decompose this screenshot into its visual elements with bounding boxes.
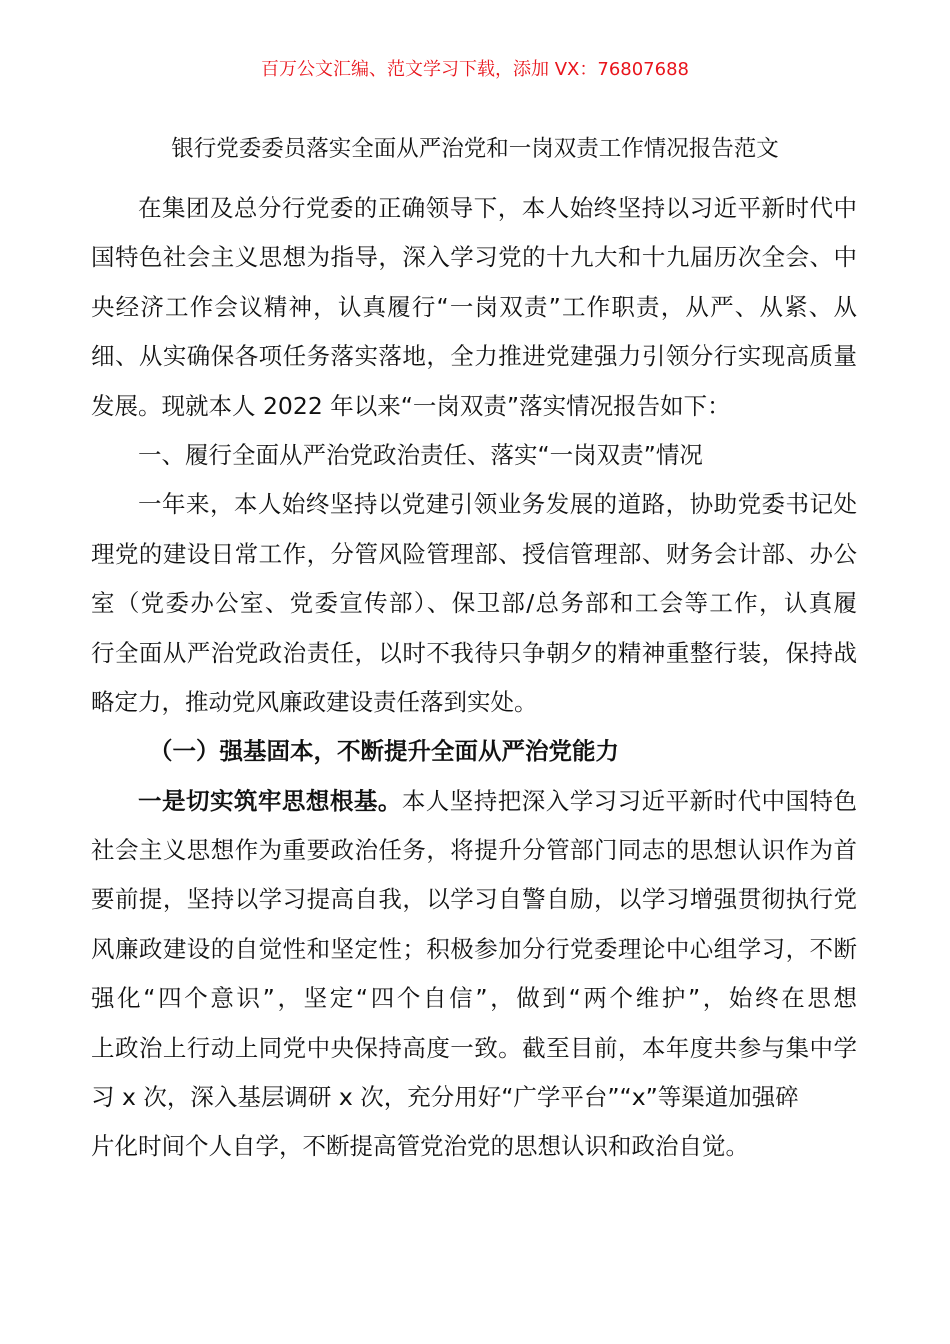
subsection-heading: （一）强基固本，不断提升全面从严治党能力 [149, 737, 619, 766]
paragraph-line: 略定力，推动党风廉政建设责任落到实处。 [91, 687, 538, 716]
paragraph-line: 习 x 次，深入基层调研 x 次，充分用好“广学平台”“x”等渠道加强碎 [91, 1083, 799, 1112]
paragraph-line: 要前提，坚持以学习提高自我，以学习自警自励，以学习增强贯彻执行党 [91, 885, 857, 914]
paragraph-line: 室（党委办公室、党委宣传部）、保卫部/总务部和工会等工作，认真履 [91, 589, 857, 618]
document-body [91, 184, 857, 1172]
watermark-banner: 百万公文汇编、范文学习下载，添加 VX：76807688 [261, 59, 689, 80]
lead-phrase: 一是切实筑牢思想根基。 [138, 786, 402, 815]
paragraph-line: 片化时间个人自学，不断提高管党治党的思想认识和政治自觉。 [91, 1132, 749, 1161]
paragraph-line: 强化“四个意识”，坚定“四个自信”，做到“两个维护”，始终在思想 [91, 984, 857, 1013]
paragraph-line: 行全面从严治党政治责任，以时不我待只争朝夕的精神重整行装，保持战 [91, 638, 857, 667]
paragraph-line: 理党的建设日常工作，分管风险管理部、授信管理部、财务会计部、办公 [91, 539, 857, 568]
paragraph-line: 风廉政建设的自觉性和坚定性；积极参加分行党委理论中心组学习，不断 [91, 934, 857, 963]
paragraph-line: 在集团及总分行党委的正确领导下，本人始终坚持以习近平新时代中 [138, 194, 857, 222]
paragraph-text: 本人坚持把深入学习习近平新时代中国特色 [401, 786, 857, 815]
paragraph-line: 国特色社会主义思想为指导，深入学习党的十九大和十九届历次全会、中 [91, 243, 857, 272]
document-title: 银行党委委员落实全面从严治党和一岗双责工作情况报告范文 [171, 136, 779, 162]
paragraph-line: 一年来，本人始终坚持以党建引领业务发展的道路，协助党委书记处 [138, 490, 857, 519]
paragraph-line: 社会主义思想作为重要政治任务，将提升分管部门同志的思想认识作为首 [91, 836, 857, 865]
paragraph-line [91, 777, 857, 826]
paragraph-line: 上政治上行动上同党中央保持高度一致。截至目前，本年度共参与集中学 [91, 1033, 857, 1062]
section-heading: 一、履行全面从严治党政治责任、落实“一岗双责”情况 [138, 440, 703, 469]
paragraph-line: 央经济工作会议精神，认真履行“一岗双责”工作职责，从严、从紧、从 [91, 292, 857, 321]
paragraph-line: 发展。现就本人 2022 年以来“一岗双责”落实情况报告如下： [91, 391, 731, 420]
paragraph-line: 细、从实确保各项任务落实落地，全力推进党建强力引领分行实现高质量 [91, 342, 857, 371]
